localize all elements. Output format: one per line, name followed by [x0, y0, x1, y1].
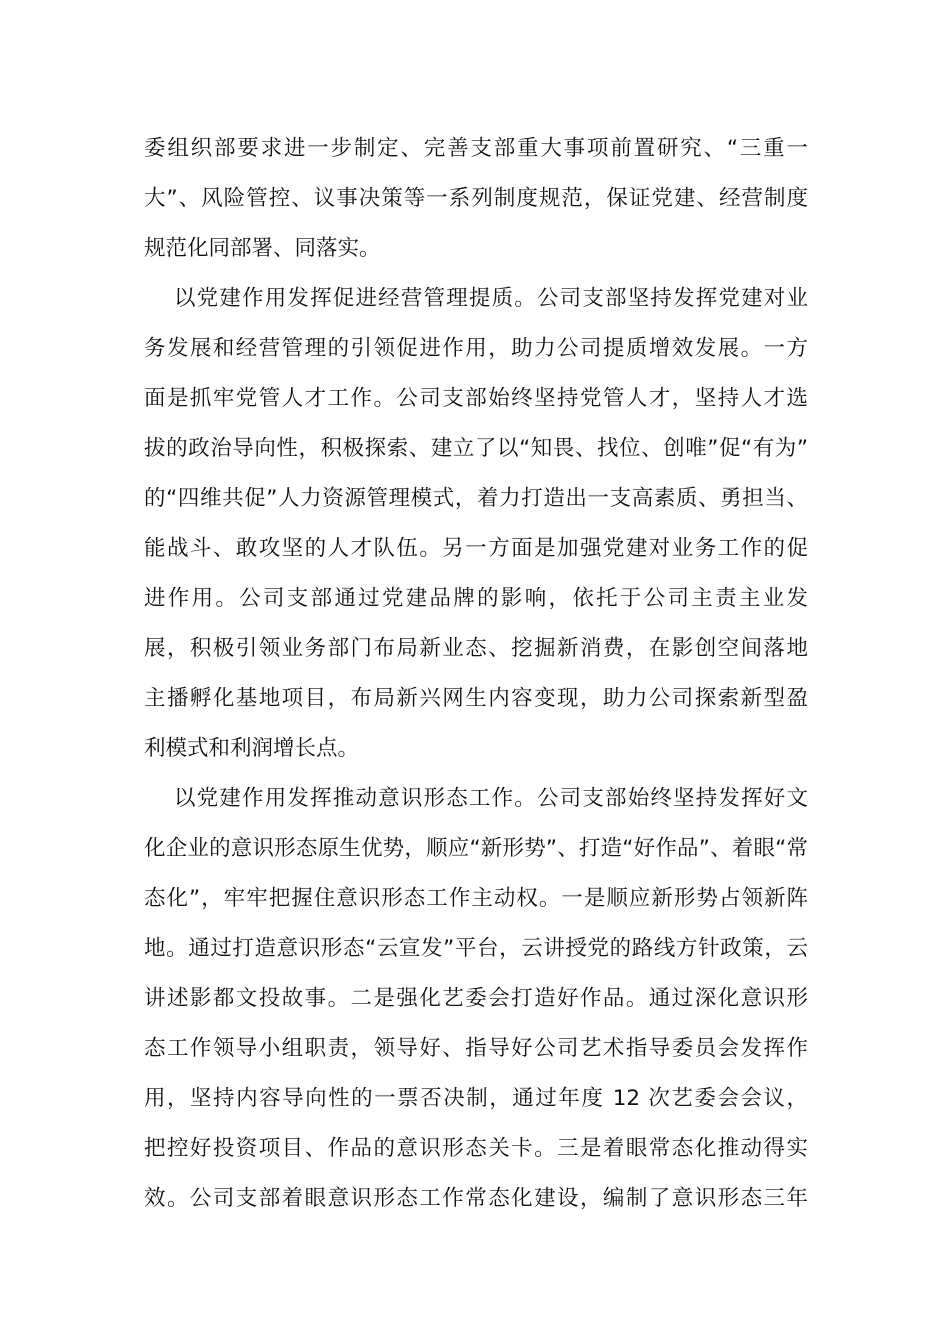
text-line: 规范化同部署、同落实。 [144, 236, 381, 261]
text-line: 大”、风险管控、议事决策等一系列制度规范，保证党建、经营制度 [144, 186, 808, 211]
text-line: 进作用。公司支部通过党建品牌的影响，依托于公司主责主业发 [144, 586, 808, 611]
text-line: 地。通过打造意识形态“云宣发”平台，云讲授党的路线方针政策，云 [144, 936, 808, 961]
document-body [144, 124, 808, 1224]
text-line: 务发展和经营管理的引领促进作用，助力公司提质增效发展。一方 [144, 336, 808, 361]
text-line: 化企业的意识形态原生优势，顺应“新形势”、打造“好作品”、着眼“常 [144, 836, 808, 861]
text-line: 以党建作用发挥推动意识形态工作。公司支部始终坚持发挥好文 [174, 786, 808, 811]
text-line: 主播孵化基地项目，布局新兴网生内容变现，助力公司探索新型盈 [144, 686, 808, 711]
text-line: 效。公司支部着眼意识形态工作常态化建设，编制了意识形态三年 [144, 1186, 808, 1211]
text-line: 的“四维共促”人力资源管理模式，着力打造出一支高素质、勇担当、 [144, 486, 808, 511]
text-line: 态化”，牢牢把握住意识形态工作主动权。一是顺应新形势占领新阵 [144, 886, 808, 911]
text-line: 把控好投资项目、作品的意识形态关卡。三是着眼常态化推动得实 [144, 1136, 808, 1161]
text-line: 态工作领导小组职责，领导好、指导好公司艺术指导委员会发挥作 [144, 1036, 808, 1061]
text-line: 用，坚持内容导向性的一票否决制，通过年度 12 次艺委会会议， [144, 1086, 808, 1111]
text-line: 展，积极引领业务部门布局新业态、挖掘新消费，在影创空间落地 [144, 636, 808, 661]
text-line: 以党建作用发挥促进经营管理提质。公司支部坚持发挥党建对业 [174, 286, 808, 311]
text-line: 利模式和利润增长点。 [144, 736, 360, 761]
text-line: 拔的政治导向性，积极探索、建立了以“知畏、找位、创唯”促“有为” [144, 436, 808, 461]
text-line: 面是抓牢党管人才工作。公司支部始终坚持党管人才，坚持人才选 [144, 386, 808, 411]
text-line: 讲述影都文投故事。二是强化艺委会打造好作品。通过深化意识形 [144, 986, 808, 1011]
text-line: 委组织部要求进一步制定、完善支部重大事项前置研究、“三重一 [144, 136, 808, 161]
text-line: 能战斗、敢攻坚的人才队伍。另一方面是加强党建对业务工作的促 [144, 536, 808, 561]
